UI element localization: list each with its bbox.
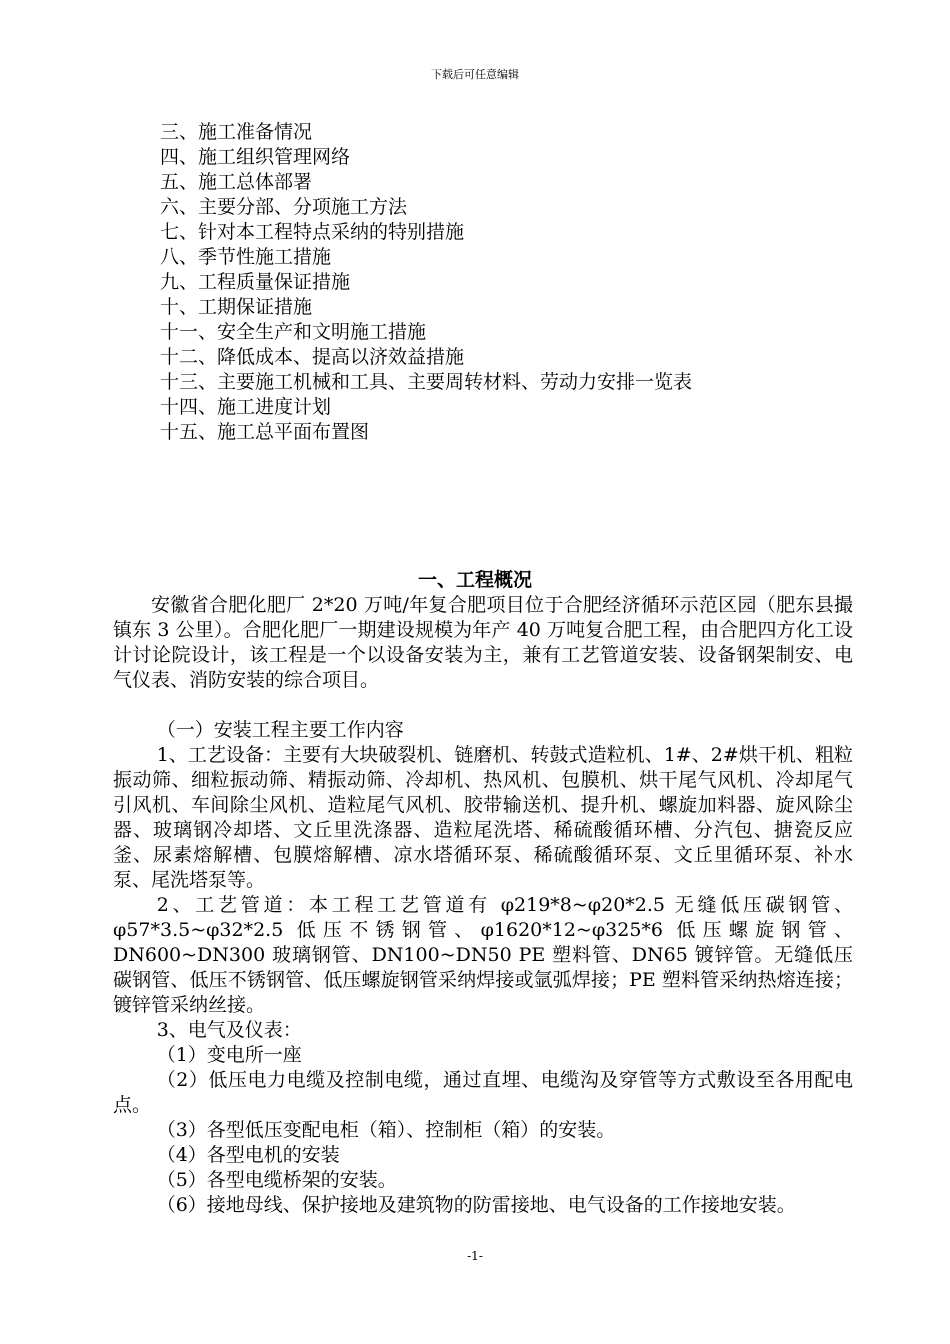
- item-process-piping: 2、工艺管道：本工程工艺管道有 φ219*8~φ20*2.5 无缝低压碳钢管、φ57*3.5~φ32*2.5 低压不锈钢管、φ1620*12~φ325*6 低压螺旋钢管、DN600~DN300 玻璃钢管、DN100~DN50 PE 塑料管、DN65 镀锌管。无缝低压碳钢管、低压不锈钢管、低压螺旋钢管采纳焊接或氩弧焊接；PE 塑料管采纳热熔连接；镀锌管采纳丝接。: [113, 894, 853, 1016]
- item-process-equipment: 1、工艺设备：主要有大块破裂机、链磨机、转鼓式造粒机、1#、2#烘干机、粗粒振动筛、细粒振动筛、精振动筛、冷却机、热风机、包膜机、烘干尾气风机、冷却尾气引风机、车间除尘风机、造粒尾气风机、胶带输送机、提升机、螺旋加料器、旋风除尘器、玻璃钢冷却塔、文丘里洗涤器、造粒尾洗塔、稀硫酸循环槽、分汽包、搪瓷反应釜、尿素熔解槽、包膜熔解槽、凉水塔循环泵、稀硫酸循环泵、文丘里循环泵、补水泵、尾洗塔泵等。: [113, 744, 853, 891]
- page-header-note: 下载后可任意编辑: [431, 68, 519, 81]
- toc-item: 五、施工总体部署: [160, 171, 313, 193]
- sub-item: （4）各型电机的安装: [156, 1144, 340, 1166]
- section-body: [113, 593, 853, 1218]
- sub-item: （3）各型低压变配电柜（箱）、控制柜（箱）的安装。: [156, 1119, 616, 1141]
- toc-item: 十、工期保证措施: [160, 296, 313, 318]
- toc-item: 十一、安全生产和文明施工措施: [160, 321, 427, 343]
- page-number: -1-: [467, 1249, 483, 1263]
- sub-item: （6）接地母线、保护接地及建筑物的防雷接地、电气设备的工作接地安装。: [156, 1194, 796, 1216]
- toc-item: 七、针对本工程特点采纳的特别措施: [160, 221, 465, 243]
- sub-item: （1）变电所一座: [156, 1044, 302, 1066]
- table-of-contents: [160, 120, 860, 445]
- sub-item: （5）各型电缆桥架的安装。: [156, 1169, 397, 1191]
- toc-item: 六、主要分部、分项施工方法: [160, 196, 408, 218]
- toc-item: 四、施工组织管理网络: [160, 146, 351, 168]
- toc-item: 十四、施工进度计划: [160, 396, 332, 418]
- sub-item: （2）低压电力电缆及控制电缆，通过直埋、电缆沟及穿管等方式敷设至各用配电点。: [113, 1069, 853, 1116]
- section-title: 一、工程概况: [417, 569, 532, 591]
- item-electrical-instruments: 3、电气及仪表：: [156, 1019, 302, 1041]
- toc-item: 十二、降低成本、提高以济效益措施: [160, 346, 465, 368]
- intro-paragraph: 安徽省合肥化肥厂 2*20 万吨/年复合肥项目位于合肥经济循环示范区园（肥东县撮镇东 3 公里）。合肥化肥厂一期建设规模为年产 40 万吨复合肥工程，由合肥四方化工设计讨论院设计，该工程是一个以设备安装为主，兼有工艺管道安装、设备钢架制安、电气仪表、消防安装的综合项目。: [113, 594, 853, 691]
- toc-item: 九、工程质量保证措施: [160, 271, 351, 293]
- subsection-heading: （一）安装工程主要工作内容: [156, 719, 404, 741]
- toc-item: 八、季节性施工措施: [160, 246, 332, 268]
- toc-item: 十三、主要施工机械和工具、主要周转材料、劳动力安排一览表: [160, 371, 693, 393]
- toc-item: 三、施工准备情况: [160, 121, 313, 143]
- toc-item: 十五、施工总平面布置图: [160, 421, 370, 443]
